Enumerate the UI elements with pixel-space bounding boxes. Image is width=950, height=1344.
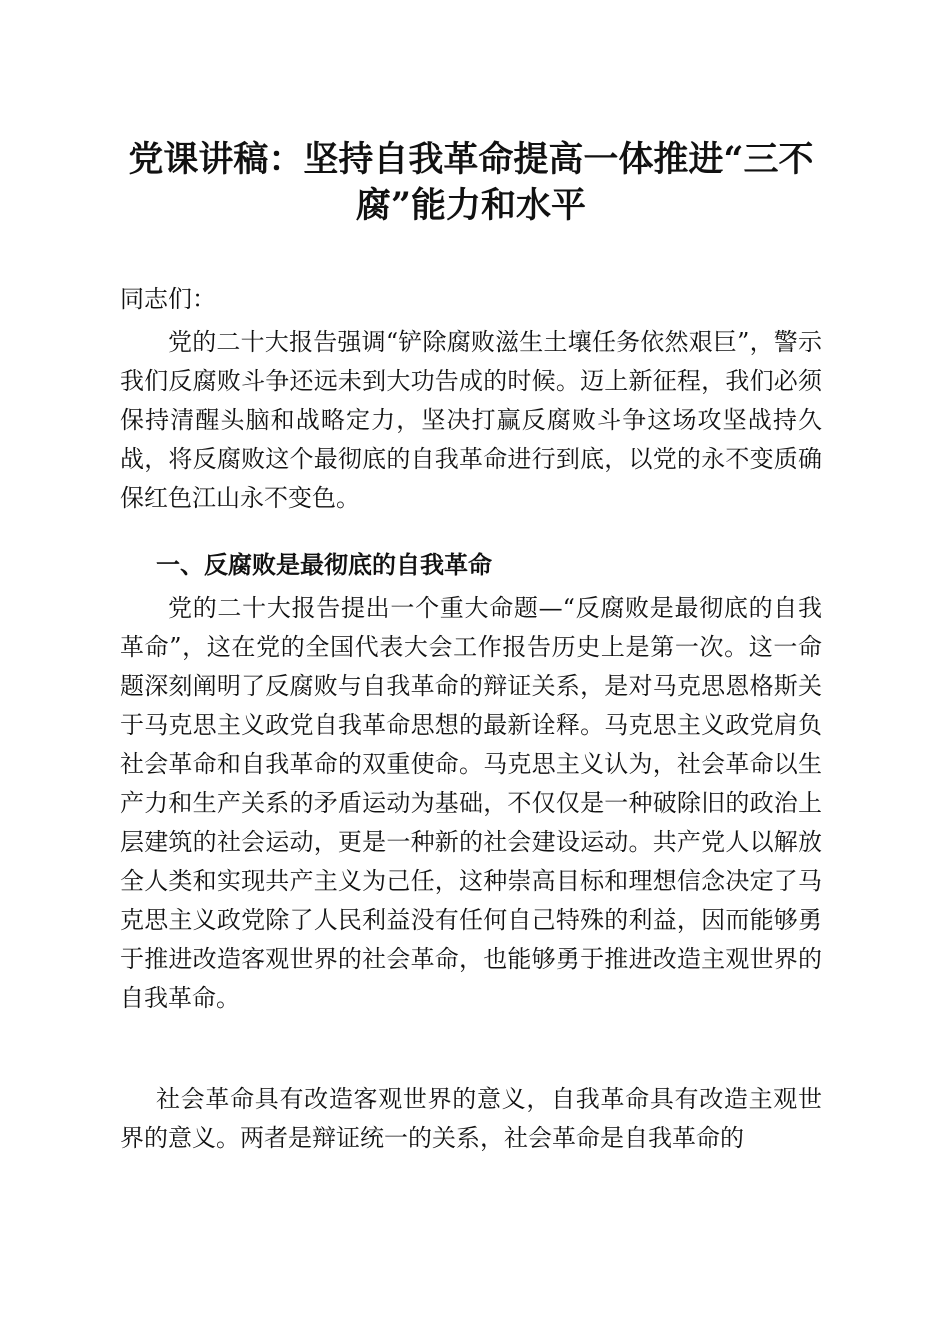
paragraph-section-1-continued: 社会革命具有改造客观世界的意义，自我革命具有改造主观世界的意义。两者是辩证统一的关系，社会革命是自我革命的 xyxy=(120,1085,822,1152)
document-title: 党课讲稿：坚持自我革命提高一体推进“三不腐”能力和水平 xyxy=(128,139,814,226)
paragraph-section-1: 党的二十大报告提出一个重大命题—“反腐败是最彻底的自我革命”，这在党的全国代表大会工作报告历史上是第一次。这一命题深刻阐明了反腐败与自我革命的辩证关系，是对马克思恩格斯关于马克思主义政党自我革命思想的最新诠释。马克思主义政党肩负社会革命和自我革命的双重使命。马克思主义认为，社会革命以生产力和生产关系的矛盾运动为基础，不仅仅是一种破除旧的政治上层建筑的社会运动，更是一种新的社会建设运动。共产党人以解放全人类和实现共产主义为己任，这种崇高目标和理想信念决定了马克思主义政党除了人民利益没有任何自己特殊的利益，因而能够勇于推进改造客观世界的社会革命，也能够勇于推进改造主观世界的自我革命。 xyxy=(120,594,822,1012)
salutation: 同志们： xyxy=(120,285,216,313)
document-page xyxy=(120,0,822,1344)
paragraph-intro: 党的二十大报告强调“铲除腐败滋生土壤任务依然艰巨”，警示我们反腐败斗争还远未到大功告成的时候。迈上新征程，我们必须保持清醒头脑和战略定力，坚决打赢反腐败斗争这场攻坚战持久战，将反腐败这个最彻底的自我革命进行到底，以党的永不变质确保红色江山永不变色。 xyxy=(120,328,822,512)
section-heading-1: 一、反腐败是最彻底的自我革命 xyxy=(156,551,492,579)
